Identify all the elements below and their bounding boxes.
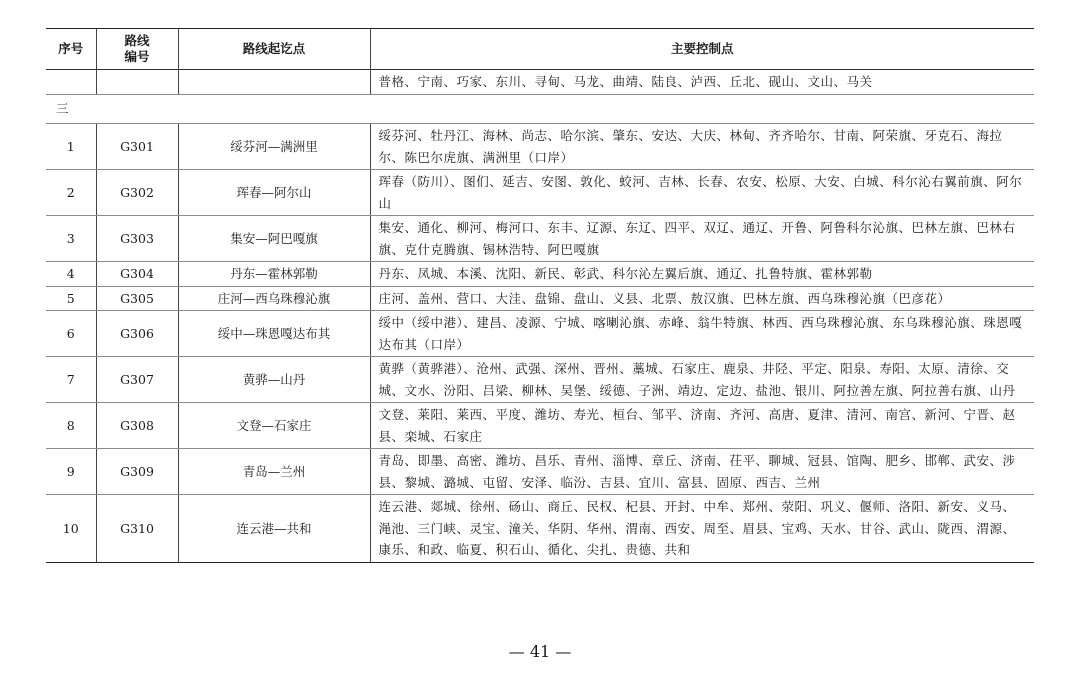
- row-seq: 2: [46, 170, 96, 216]
- row-seq: 4: [46, 262, 96, 287]
- row-points: 绥中（绥中港）、建昌、凌源、宁城、喀喇沁旗、赤峰、翁牛特旗、林西、西乌珠穆沁旗、东乌珠穆沁旗、珠恩嘎达布其（口岸）: [370, 311, 1034, 357]
- table-row: [46, 311, 1034, 357]
- table-row: [46, 357, 1034, 403]
- row-code: G309: [96, 449, 178, 495]
- row-route: 集安—阿巴嘎旗: [178, 216, 370, 262]
- table-row: [46, 403, 1034, 449]
- row-code: G302: [96, 170, 178, 216]
- continued-seq: [46, 70, 96, 95]
- section-label: 三: [46, 95, 1034, 124]
- continued-code: [96, 70, 178, 95]
- row-seq: 6: [46, 311, 96, 357]
- header-seq: 序号: [46, 29, 96, 70]
- row-code: G310: [96, 495, 178, 563]
- row-points: 丹东、凤城、本溪、沈阳、新民、彰武、科尔沁左翼后旗、通辽、扎鲁特旗、霍林郭勒: [370, 262, 1034, 287]
- header-code: 路线 编号: [96, 29, 178, 70]
- row-seq: 7: [46, 357, 96, 403]
- row-seq: 5: [46, 286, 96, 311]
- row-seq: 9: [46, 449, 96, 495]
- table-row: [46, 449, 1034, 495]
- table-row: [46, 170, 1034, 216]
- row-route: 青岛—兰州: [178, 449, 370, 495]
- row-route: 黄骅—山丹: [178, 357, 370, 403]
- row-points: 庄河、盖州、营口、大洼、盘锦、盘山、义县、北票、敖汉旗、巴林左旗、西乌珠穆沁旗（巴彦花）: [370, 286, 1034, 311]
- header-route: 路线起讫点: [178, 29, 370, 70]
- row-points: 集安、通化、柳河、梅河口、东丰、辽源、东辽、四平、双辽、通辽、开鲁、阿鲁科尔沁旗、巴林左旗、巴林右旗、克什克腾旗、锡林浩特、阿巴嘎旗: [370, 216, 1034, 262]
- row-code: G307: [96, 357, 178, 403]
- row-seq: 10: [46, 495, 96, 563]
- row-code: G301: [96, 124, 178, 170]
- continued-points: 普格、宁南、巧家、东川、寻甸、马龙、曲靖、陆良、泸西、丘北、砚山、文山、马关: [370, 70, 1034, 95]
- continued-row: [46, 70, 1034, 95]
- row-route: 绥芬河—满洲里: [178, 124, 370, 170]
- page-number: — 41 —: [508, 642, 572, 661]
- row-seq: 3: [46, 216, 96, 262]
- table-row: [46, 262, 1034, 287]
- row-route: 丹东—霍林郭勒: [178, 262, 370, 287]
- row-code: G308: [96, 403, 178, 449]
- row-points: 青岛、即墨、高密、潍坊、昌乐、青州、淄博、章丘、济南、茌平、聊城、冠县、馆陶、肥乡、邯郸、武安、涉县、黎城、潞城、屯留、安泽、临汾、吉县、宜川、富县、固原、西吉、兰州: [370, 449, 1034, 495]
- section-row: [46, 95, 1034, 124]
- row-route: 绥中—珠恩嘎达布其: [178, 311, 370, 357]
- table-header-row: [46, 29, 1034, 70]
- row-route: 文登—石家庄: [178, 403, 370, 449]
- national-highway-table: [46, 28, 1034, 563]
- row-seq: 1: [46, 124, 96, 170]
- continued-route: [178, 70, 370, 95]
- header-points: 主要控制点: [370, 29, 1034, 70]
- table-row: [46, 286, 1034, 311]
- row-code: G303: [96, 216, 178, 262]
- table-row: [46, 216, 1034, 262]
- row-code: G306: [96, 311, 178, 357]
- table-row: [46, 495, 1034, 563]
- row-points: 绥芬河、牡丹江、海林、尚志、哈尔滨、肇东、安达、大庆、林甸、齐齐哈尔、甘南、阿荣旗、牙克石、海拉尔、陈巴尔虎旗、满洲里（口岸）: [370, 124, 1034, 170]
- row-points: 文登、莱阳、莱西、平度、潍坊、寿光、桓台、邹平、济南、齐河、高唐、夏津、清河、南宫、新河、宁晋、赵县、栾城、石家庄: [370, 403, 1034, 449]
- route-table-sheet: [46, 28, 1034, 563]
- row-code: G305: [96, 286, 178, 311]
- table-row: [46, 124, 1034, 170]
- row-route: 连云港—共和: [178, 495, 370, 563]
- row-route: 庄河—西乌珠穆沁旗: [178, 286, 370, 311]
- row-points: 黄骅（黄骅港）、沧州、武强、深州、晋州、藁城、石家庄、鹿泉、井陉、平定、阳泉、寿阳、太原、清徐、交城、文水、汾阳、吕梁、柳林、吴堡、绥德、子洲、靖边、定边、盐池、银川、阿拉善左旗、阿拉善右旗、山丹: [370, 357, 1034, 403]
- row-points: 珲春（防川）、图们、延吉、安图、敦化、蛟河、吉林、长春、农安、松原、大安、白城、科尔沁右翼前旗、阿尔山: [370, 170, 1034, 216]
- row-points: 连云港、郯城、徐州、砀山、商丘、民权、杞县、开封、中牟、郑州、荥阳、巩义、偃师、洛阳、新安、义马、渑池、三门峡、灵宝、潼关、华阴、华州、渭南、西安、周至、眉县、宝鸡、天水、甘谷、武山、陇西、渭源、康乐、和政、临夏、积石山、循化、尖扎、贵德、共和: [370, 495, 1034, 563]
- row-code: G304: [96, 262, 178, 287]
- row-route: 珲春—阿尔山: [178, 170, 370, 216]
- row-seq: 8: [46, 403, 96, 449]
